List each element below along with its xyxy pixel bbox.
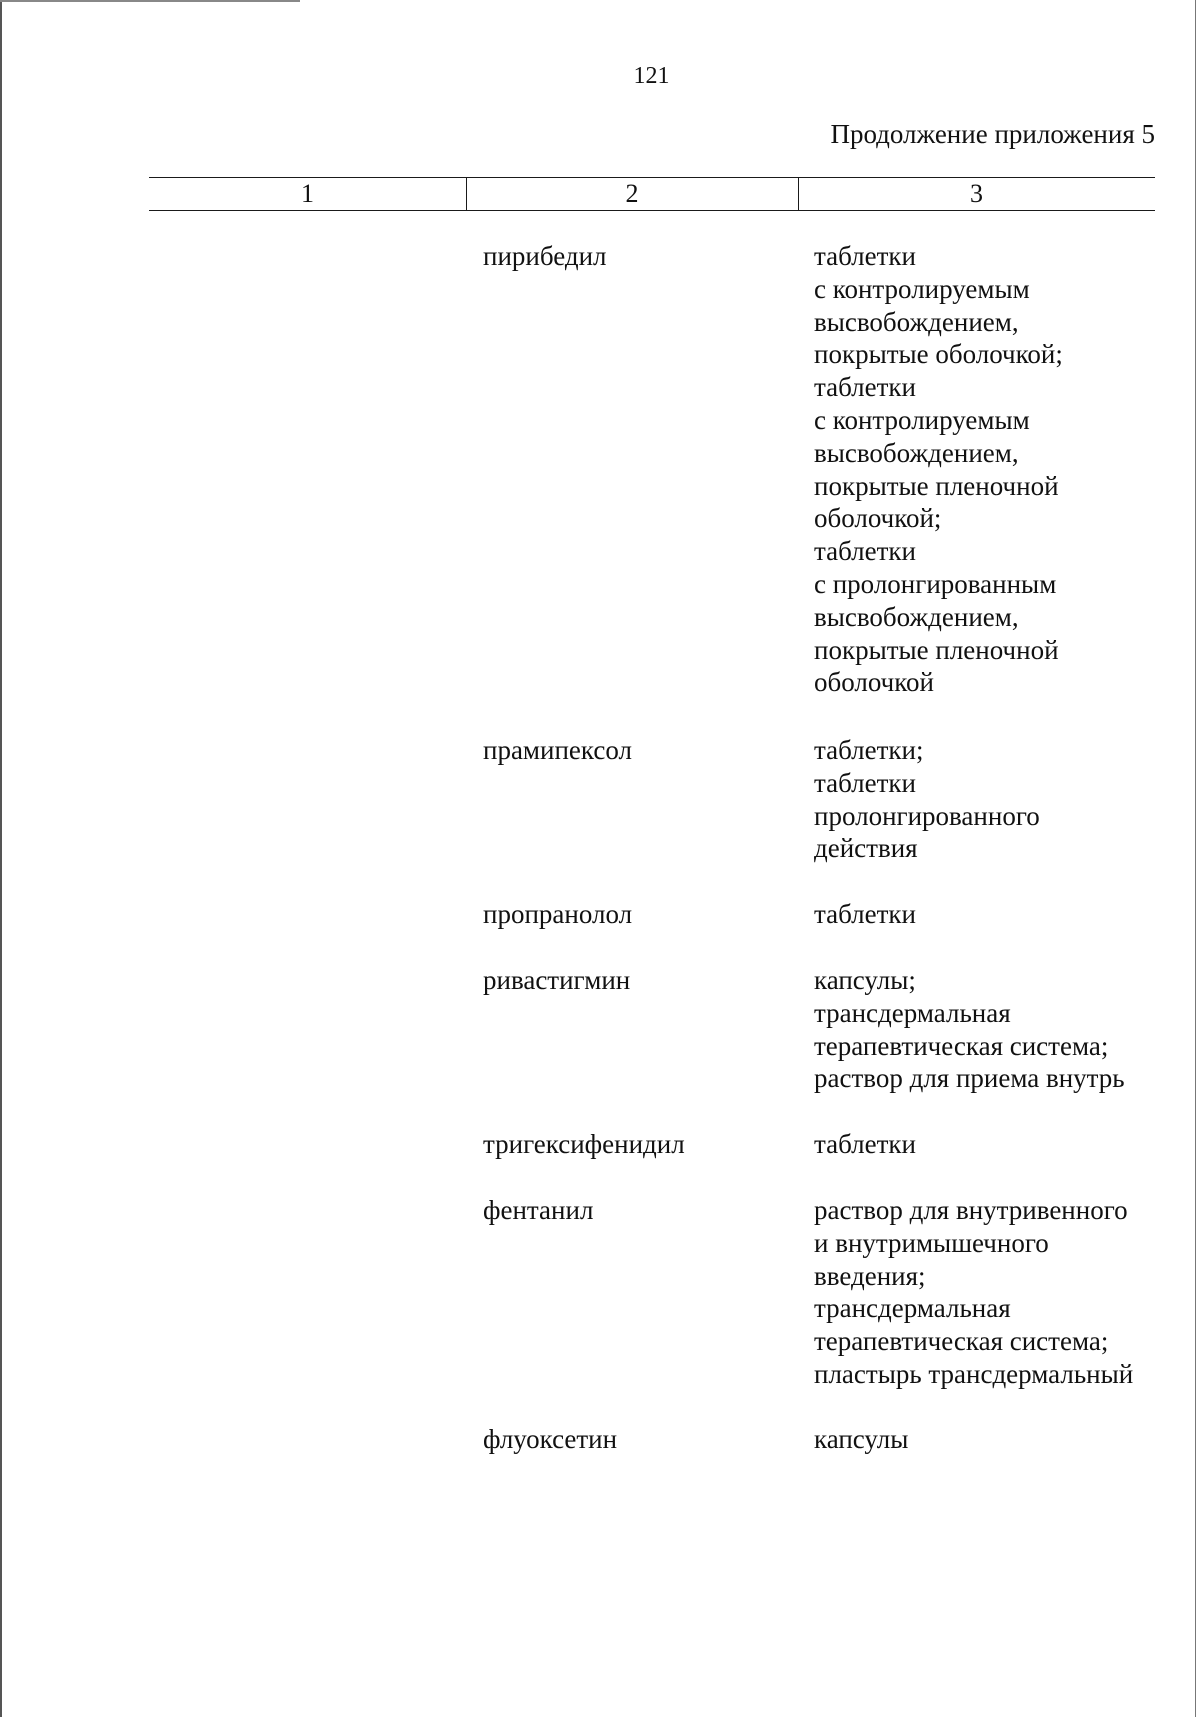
dosage-form-line: введения; xyxy=(814,1260,926,1291)
scan-edge-left xyxy=(0,0,2,1717)
drug-name: прамипексол xyxy=(483,735,632,765)
dosage-form-line: покрытые оболочкой; xyxy=(814,339,1063,370)
dosage-form-line: пролонгированного xyxy=(814,800,1040,831)
drug-name: тригексифенидил xyxy=(483,1129,685,1159)
dosage-form-line: таблетки xyxy=(814,1129,917,1159)
dosage-form-line: покрытые пленочной xyxy=(814,470,1059,501)
table-header-bottom-rule xyxy=(149,210,1155,211)
dosage-forms xyxy=(814,734,1040,865)
dosage-form-line: таблетки xyxy=(814,899,917,929)
dosage-forms xyxy=(814,1128,916,1161)
dosage-form-line: терапевтическая система; xyxy=(814,1030,1109,1061)
dosage-forms xyxy=(814,1194,1133,1391)
dosage-form-line: и внутримышечного xyxy=(814,1227,1049,1258)
scan-edge-right xyxy=(1195,0,1197,1717)
drug-name: фентанил xyxy=(483,1195,594,1225)
dosage-forms xyxy=(814,898,916,931)
dosage-form-line: трансдермальная xyxy=(814,1293,1011,1324)
column-header-2: 2 xyxy=(625,179,639,208)
drug-name: флуоксетин xyxy=(483,1424,618,1454)
drug-name: пирибедил xyxy=(483,241,607,271)
dosage-form-line: с пролонгированным xyxy=(814,568,1057,599)
dosage-form-line: таблетки xyxy=(814,372,917,403)
column-header-1: 1 xyxy=(301,179,314,208)
dosage-form-line: таблетки xyxy=(814,767,917,798)
scan-edge-top xyxy=(0,0,300,2)
dosage-forms xyxy=(814,1423,908,1456)
dosage-form-line: оболочкой xyxy=(814,667,934,698)
dosage-form-line: таблетки xyxy=(814,241,917,271)
dosage-form-line: действия xyxy=(814,833,918,864)
dosage-form-line: таблетки xyxy=(814,536,917,567)
dosage-form-line: высвобождением, xyxy=(814,306,1019,337)
column-header-3: 3 xyxy=(970,179,983,208)
dosage-form-line: раствор для внутривенного xyxy=(814,1195,1128,1225)
continuation-label: Продолжение приложения 5 xyxy=(830,119,1155,149)
page-number: 121 xyxy=(633,63,670,89)
table-top-rule xyxy=(149,177,1155,178)
dosage-form-line: таблетки; xyxy=(814,735,924,765)
dosage-form-line: высвобождением, xyxy=(814,601,1019,632)
dosage-form-line: оболочкой; xyxy=(814,503,942,534)
dosage-form-line: капсулы; xyxy=(814,965,916,995)
dosage-forms xyxy=(814,240,1063,699)
dosage-form-line: пластырь трансдермальный xyxy=(814,1358,1134,1389)
drug-name: пропранолол xyxy=(483,899,633,929)
dosage-form-line: трансдермальная xyxy=(814,997,1011,1028)
drug-name: ривастигмин xyxy=(483,965,631,995)
dosage-form-line: покрытые пленочной xyxy=(814,634,1059,665)
dosage-form-line: с контролируемым xyxy=(814,273,1030,304)
dosage-form-line: терапевтическая система; xyxy=(814,1326,1109,1357)
dosage-form-line: раствор для приема внутрь xyxy=(814,1063,1125,1094)
table-header xyxy=(149,177,1155,211)
dosage-forms xyxy=(814,964,1125,1095)
dosage-form-line: высвобождением, xyxy=(814,437,1019,468)
dosage-form-line: капсулы xyxy=(814,1424,909,1454)
dosage-form-line: с контролируемым xyxy=(814,404,1030,435)
